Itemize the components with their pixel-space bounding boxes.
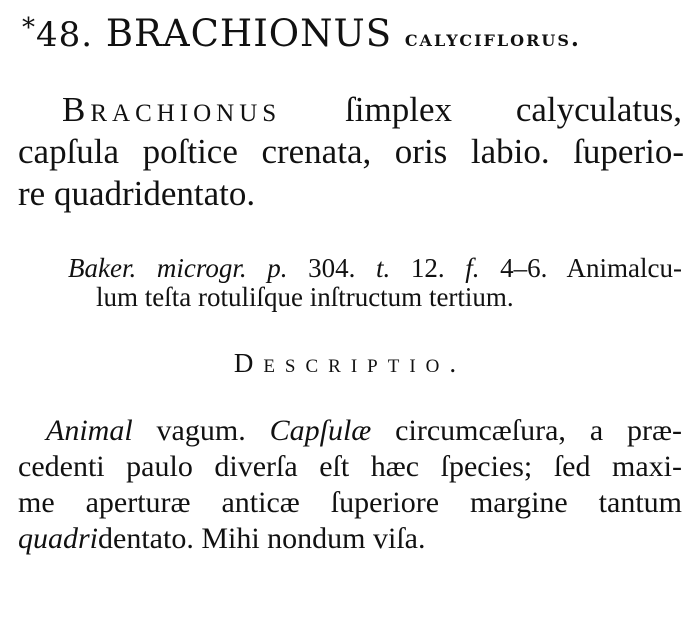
asterisk-mark: * [22, 13, 36, 43]
description-line-4 [18, 522, 682, 556]
citation-f-label: f. [465, 253, 480, 283]
citation-text: Animalcu- [566, 253, 682, 283]
description-line-3: me aperturæ anticæ ſuperiore margine tantum [18, 486, 682, 519]
species-epithet: calyciflorus. [404, 25, 581, 52]
citation-table: 12. [410, 253, 445, 283]
citation-t-label: t. [375, 253, 391, 283]
citation-author: Baker. microgr. p. [68, 253, 288, 283]
genus-name: BRACHIONUS [105, 12, 393, 55]
citation-line-1 [68, 253, 682, 284]
desc-text: dentato. Mihi nondum viſa. [98, 522, 426, 555]
diagnosis-genus: Brachionus [62, 90, 282, 129]
section-heading: Descriptio. [233, 348, 467, 378]
citation-page: 304. [308, 253, 356, 283]
desc-text: vagum. [132, 414, 270, 447]
species-title [22, 12, 581, 55]
description-line-2: cedenti paulo diverſa eſt hæc ſpecies; ſed maxi- [18, 450, 682, 483]
italic-term: Animal [46, 414, 133, 447]
diagnosis-line-2: capſula poſtice crenata, oris labio. ſuperio- [18, 132, 684, 171]
diagnosis-line-1 [62, 90, 682, 130]
italic-term: Capſulæ [269, 414, 372, 447]
diagnosis-text: ſimplex calyculatus, [345, 90, 682, 129]
desc-text: circumcæſura, a præ- [371, 414, 683, 447]
citation-figs: 4–6. [500, 253, 548, 283]
citation-line-2: lum teſta rotuliſque inſtructum tertium. [96, 282, 514, 312]
species-number: 48. [36, 15, 94, 55]
diagnosis-line-3: re quadridentato. [18, 174, 256, 213]
description-line-1 [46, 414, 682, 448]
italic-term: quadri [18, 522, 99, 555]
